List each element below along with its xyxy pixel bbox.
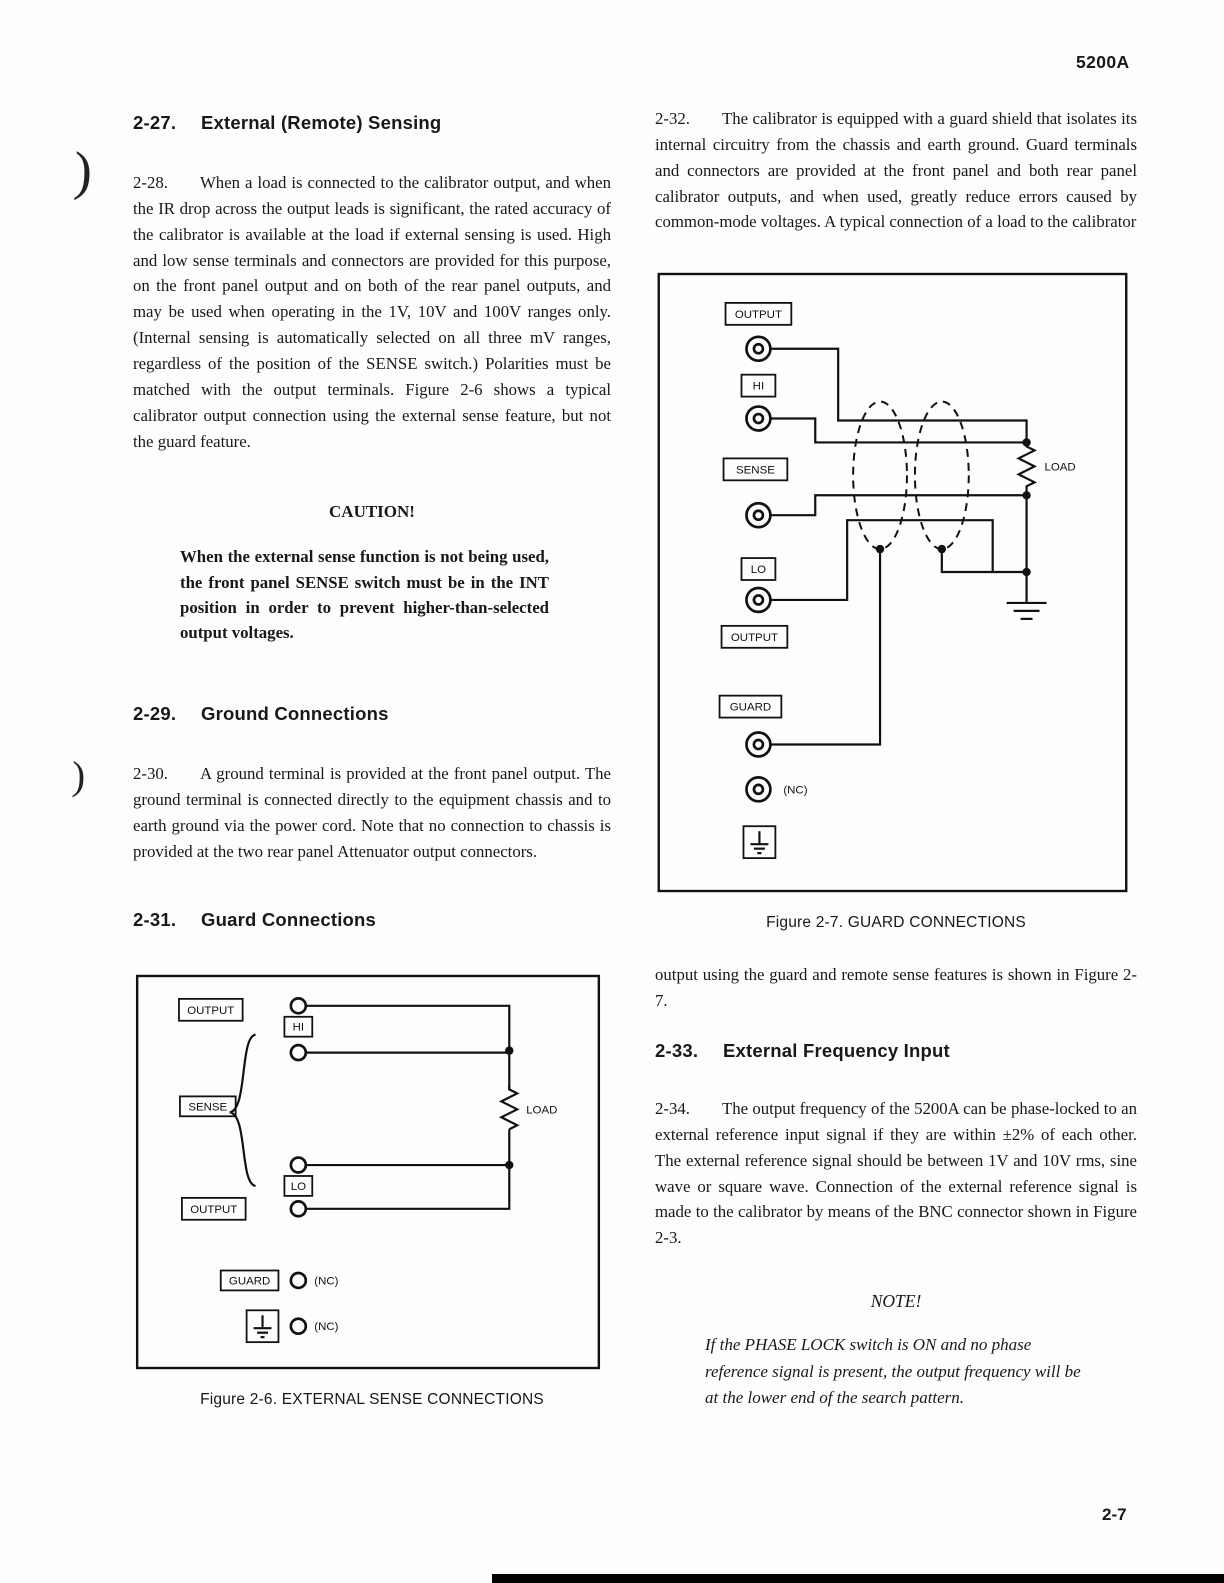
output-hi-terminal xyxy=(291,998,306,1013)
paragraph-2-32 xyxy=(655,106,1137,235)
section-heading-2-31 xyxy=(133,909,611,931)
nc-label: (NC) xyxy=(783,784,808,797)
earth-ground-icon xyxy=(1007,496,1047,620)
sense-hi-terminal xyxy=(291,1045,306,1060)
note-text: If the PHASE LOCK switch is ON and no phase reference signal is present, the output frequency will be at the lower end of the search pattern. xyxy=(705,1335,1081,1407)
nc-terminal xyxy=(746,778,770,802)
sense-lo-terminal xyxy=(746,504,770,528)
guard-terminal xyxy=(291,1273,306,1288)
paragraph-2-32-continued: output using the guard and remote sense features is shown in Figure 2-7. xyxy=(655,965,1137,1011)
figure-2-7-caption: Figure 2-7. GUARD CONNECTIONS xyxy=(766,914,1026,932)
note-heading: NOTE! xyxy=(870,1291,922,1312)
paragraph-number: 2-30. xyxy=(133,764,168,784)
page-number: 2-7 xyxy=(1102,1505,1127,1524)
paragraph-text: A ground terminal is provided at the front panel output. The ground terminal is connected directly to the equipment chassis and to earth ground via the power cord. Note that no connection to chassis is provided at the two rear panel Attenuator output connectors. xyxy=(133,764,611,861)
sense-brace xyxy=(230,1034,256,1185)
paragraph-text: When a load is connected to the calibrator output, and when the IR drop across the output leads is significant, the rated accuracy of the calibrator is available at the load if external sensing is used. High and low sense terminals and connectors are provided for this purpose, on the front panel output and on both of the rear panel outputs, and may be used when operating in the 1V, 10V and 100V ranges only. (Internal sensing is automatically selected on all three mV ranges, regardless of the position of the SENSE switch.) Polarities must be matched with the output terminals. Figure 2-6 shows a typical calibrator output connection using the external sense feature, but not the guard feature. xyxy=(133,173,611,451)
figure-border xyxy=(137,976,599,1368)
section-number: 2-29. xyxy=(133,703,177,725)
section-heading-2-29 xyxy=(133,703,611,725)
output-top-label: OUTPUT xyxy=(187,1004,235,1017)
figure-2-6-caption: Figure 2-6. EXTERNAL SENSE CONNECTIONS xyxy=(200,1390,544,1408)
paragraph-2-28 xyxy=(133,170,611,454)
lo-label: LO xyxy=(290,1180,306,1193)
paragraph-text: The calibrator is equipped with a guard shield that isolates its internal circuitry from the chassis and earth ground. Guard terminals and connectors are provided at the front panel and both rear panel calibrator outputs, and when used, greatly reduce errors caused by common-mode voltages. A typical connection of a load to the calibrator xyxy=(655,109,1137,232)
section-heading-2-27 xyxy=(133,112,611,134)
caution-text: When the external sense function is not being used, the front panel SENSE switch must be in the INT position in order to prevent higher-than-selected output voltages. xyxy=(180,547,549,643)
section-number: 2-33. xyxy=(655,1040,699,1062)
wires xyxy=(771,349,1026,745)
output-lo-terminal xyxy=(291,1201,306,1216)
section-heading-2-33 xyxy=(655,1040,1137,1062)
pen-mark: ) xyxy=(71,752,87,799)
cable-shield xyxy=(853,402,969,550)
figure-2-6-diagram xyxy=(133,973,603,1371)
paragraph-2-34 xyxy=(655,1096,1137,1251)
nc-guard-label: (NC) xyxy=(314,1275,339,1288)
sense-label: SENSE xyxy=(736,464,775,477)
output-bottom-label: OUTPUT xyxy=(730,632,778,645)
section-title: Ground Connections xyxy=(201,703,389,725)
sense-label: SENSE xyxy=(188,1100,228,1113)
junction-dots xyxy=(876,439,1031,577)
terminals xyxy=(291,998,306,1333)
output-lo-terminal xyxy=(746,588,770,612)
sense-hi-terminal xyxy=(746,407,770,431)
terminal-labels xyxy=(179,999,312,1291)
left-column xyxy=(133,112,611,1409)
ground-symbol-icon xyxy=(247,1310,279,1342)
section-title: External Frequency Input xyxy=(723,1040,950,1062)
section-number: 2-27. xyxy=(133,112,177,133)
figure-border xyxy=(659,274,1126,891)
wires xyxy=(306,1005,509,1208)
section-title: External (Remote) Sensing xyxy=(201,112,442,133)
hi-label: HI xyxy=(292,1021,305,1034)
figure-2-7-diagram xyxy=(655,271,1130,894)
ground-terminal xyxy=(291,1318,306,1333)
output-bottom-label: OUTPUT xyxy=(190,1203,238,1216)
sense-lo-terminal xyxy=(291,1157,306,1172)
right-column xyxy=(655,106,1137,1411)
caution-heading: CAUTION! xyxy=(329,502,415,522)
nc-ground-label: (NC) xyxy=(314,1320,339,1333)
guard-label: GUARD xyxy=(228,1275,271,1288)
load-resistor xyxy=(1019,443,1035,496)
guard-terminal xyxy=(746,733,770,757)
guard-label: GUARD xyxy=(729,701,772,714)
section-title: Guard Connections xyxy=(201,908,377,930)
doc-number: 5200A xyxy=(1076,52,1130,72)
paragraph-text: The output frequency of the 5200A can be phase-locked to an external reference input signal if they are within ±2% of each other. The external reference signal should be between 1V and 10V rms, sine wave or square wave. Connection of the external reference signal is made to the calibrator by means of the BNC connector shown in Figure 2-3. xyxy=(655,1099,1137,1248)
hi-label: HI xyxy=(752,380,765,393)
paragraph-number: 2-28. xyxy=(133,173,168,192)
lo-label: LO xyxy=(750,564,767,577)
load-label: LOAD xyxy=(1044,461,1076,474)
section-number: 2-31. xyxy=(133,908,177,930)
paragraph-2-30 xyxy=(133,761,611,864)
ground-symbol-icon xyxy=(743,827,775,859)
pen-mark: ) xyxy=(72,140,94,202)
load-label: LOAD xyxy=(526,1103,558,1116)
paragraph-number: 2-32. xyxy=(655,109,690,128)
load-resistor xyxy=(501,1085,517,1129)
output-hi-terminal xyxy=(746,337,770,361)
paragraph-number: 2-34. xyxy=(655,1099,690,1119)
output-top-label: OUTPUT xyxy=(734,309,782,322)
scan-artifact-bar xyxy=(492,1574,1224,1583)
